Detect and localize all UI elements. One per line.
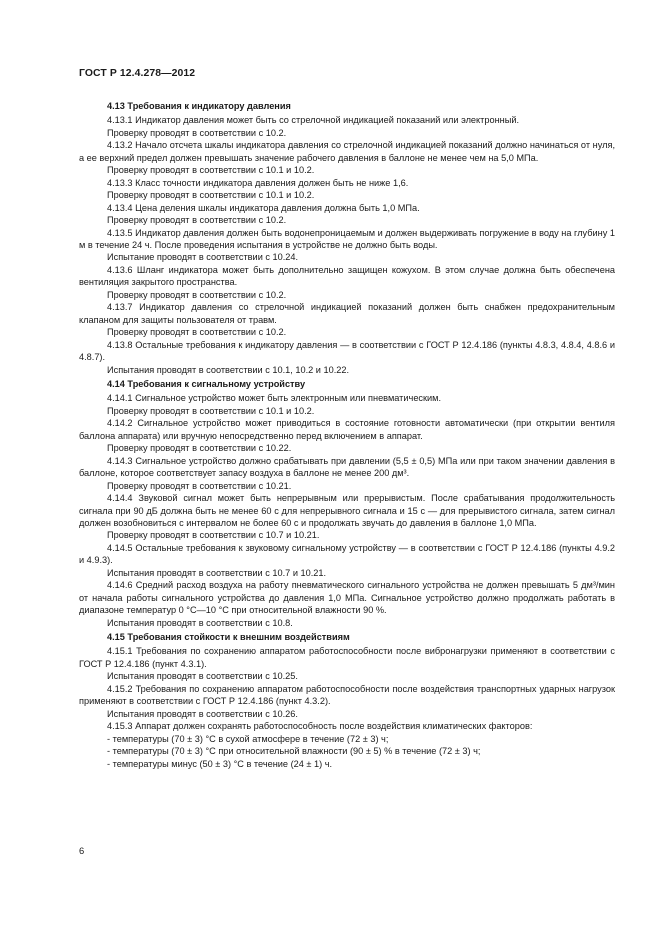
paragraph: 4.13.6 Шланг индикатора может быть дополнительно защищен кожухом. В этом случае должна быть обеспечена вентиляция закрытого пространства. [79, 264, 615, 288]
paragraph: 4.15.1 Требования по сохранению аппаратом работоспособности после вибронагрузки применяют в соответствии с ГОСТ Р 12.4.186 (пункт 4.3.1). [79, 646, 615, 669]
paragraph: Проверку проводят в соответствии с 10.7 и 10.21. [107, 530, 320, 541]
paragraph: 4.15.3 Аппарат должен сохранять работоспособность после воздействия климатических факторов: [107, 721, 533, 732]
paragraph: 4.14.1 Сигнальное устройство может быть электронным или пневматическим. [107, 393, 442, 404]
paragraph: Испытания проводят в соответствии с 10.25. [107, 671, 298, 682]
section-heading: 4.13 Требования к индикатору давления [107, 101, 291, 111]
document-code-header: ГОСТ Р 12.4.278—2012 [79, 68, 196, 79]
paragraph: Проверку проводят в соответствии с 10.2. [107, 127, 287, 138]
paragraph: Испытание проводят в соответствии с 10.24. [107, 252, 299, 263]
list-item: - температуры (70 ± 3) °С в сухой атмосфере в течение (72 ± 3) ч; [107, 733, 389, 744]
paragraph: 4.14.4 Звуковой сигнал может быть непрерывным или прерывистым. После срабатывания продолжительность сигнала при 90 дБ должна быть не менее 60 с для непрерывного сигнала и 15 с — для прерывистого сигнала, затем сигнал должен возобновиться с интервалом не более 60 с и продолжать звучать до давления в баллоне 1,0 МПа. [79, 493, 615, 528]
paragraph: Проверку проводят в соответствии с 10.1 и 10.2. [107, 190, 315, 201]
paragraph: 4.15.2 Требования по сохранению аппаратом работоспособности после воздействия транспортных ударных нагрузок применяют в соответствии с ГОСТ Р 12.4.186 (пункт 4.3.2). [79, 683, 615, 707]
paragraph: 4.13.5 Индикатор давления должен быть водонепроницаемым и должен выдерживать погружение в воду на глубину 1 м в течение 24 ч. После проведения испытания в устройстве не должно быть воды. [79, 227, 615, 250]
paragraph: 4.13.4 Цена деления шкалы индикатора давления должна быть 1,0 МПа. [107, 202, 420, 213]
paragraph: Испытания проводят в соответствии с 10.1, 10.2 и 10.22. [107, 364, 350, 375]
paragraph: Проверку проводят в соответствии с 10.1 и 10.2. [107, 165, 315, 176]
section-heading: 4.15 Требования стойкости к внешним воздействиям [107, 632, 350, 643]
paragraph: 4.13.3 Класс точности индикатора давления должен быть не ниже 1,6. [107, 177, 409, 188]
paragraph: 4.13.7 Индикатор давления со стрелочной индикацией показаний должен быть снабжен предохранительным клапаном для защиты пользователя от травм. [79, 302, 615, 325]
paragraph: 4.13.1 Индикатор давления может быть со стрелочной индикацией показаний или электронный. [107, 115, 520, 126]
paragraph: Проверку проводят в соответствии с 10.21. [107, 480, 292, 491]
section-heading: 4.14 Требования к сигнальному устройству [107, 378, 306, 389]
document-body [79, 98, 615, 770]
paragraph: Проверку проводят в соответствии с 10.2. [107, 289, 287, 300]
page-number: 6 [79, 845, 85, 856]
paragraph: Проверку проводят в соответствии с 10.1 и 10.2. [107, 405, 315, 416]
paragraph: Проверку проводят в соответствии с 10.2. [107, 327, 287, 338]
paragraph: 4.14.5 Остальные требования к звуковому сигнальному устройству — в соответствии с ГОСТ Р 12.4.186 (пункты 4.9.2 и 4.9.3). [79, 542, 615, 566]
list-item: - температуры (70 ± 3) °С при относительной влажности (90 ± 5) % в течение (72 ± 3) ч; [107, 746, 481, 757]
paragraph: Испытания проводят в соответствии с 10.26. [107, 708, 298, 719]
paragraph: Проверку проводят в соответствии с 10.2. [107, 215, 287, 226]
paragraph: 4.13.2 Начало отсчета шкалы индикатора давления со стрелочной индикацией показаний должно начинаться от нуля, а ее верхний предел должен превышать значение рабочего давления в баллоне не менее чем на 5,0 МПа. [79, 140, 615, 163]
list-item: - температуры минус (50 ± 3) °С в течение (24 ± 1) ч. [107, 758, 333, 769]
paragraph: Испытания проводят в соответствии с 10.7 и 10.21. [107, 567, 327, 578]
paragraph: 4.14.3 Сигнальное устройство должно срабатывать при давлении (5,5 ± 0,5) МПа или при таком значении давления в баллоне, которое соответствует запасу воздуха в баллоне не менее 200 дм³. [79, 455, 615, 479]
paragraph: 4.13.8 Остальные требования к индикатору давления — в соответствии с ГОСТ Р 12.4.186 (пункты 4.8.3, 4.8.4, 4.8.6 и 4.8.7). [79, 339, 615, 363]
paragraph: Проверку проводят в соответствии с 10.22. [107, 443, 292, 454]
paragraph: 4.14.2 Сигнальное устройство может приводиться в состояние готовности автоматически (при открытии вентиля баллона аппарата) или вручную непосредственно перед включением в аппарат. [79, 418, 615, 441]
paragraph: Испытания проводят в соответствии с 10.8. [107, 617, 293, 628]
paragraph: 4.14.6 Средний расход воздуха на работу пневматического сигнального устройства не должен превышать 5 дм³/мин от начала работы сигнального устройства до давления 1,0 МПа. Сигнальное устройство должно продолжать работать в диапазоне температур 0 °С—10 °С при относительной влажности 90 %. [79, 580, 615, 616]
